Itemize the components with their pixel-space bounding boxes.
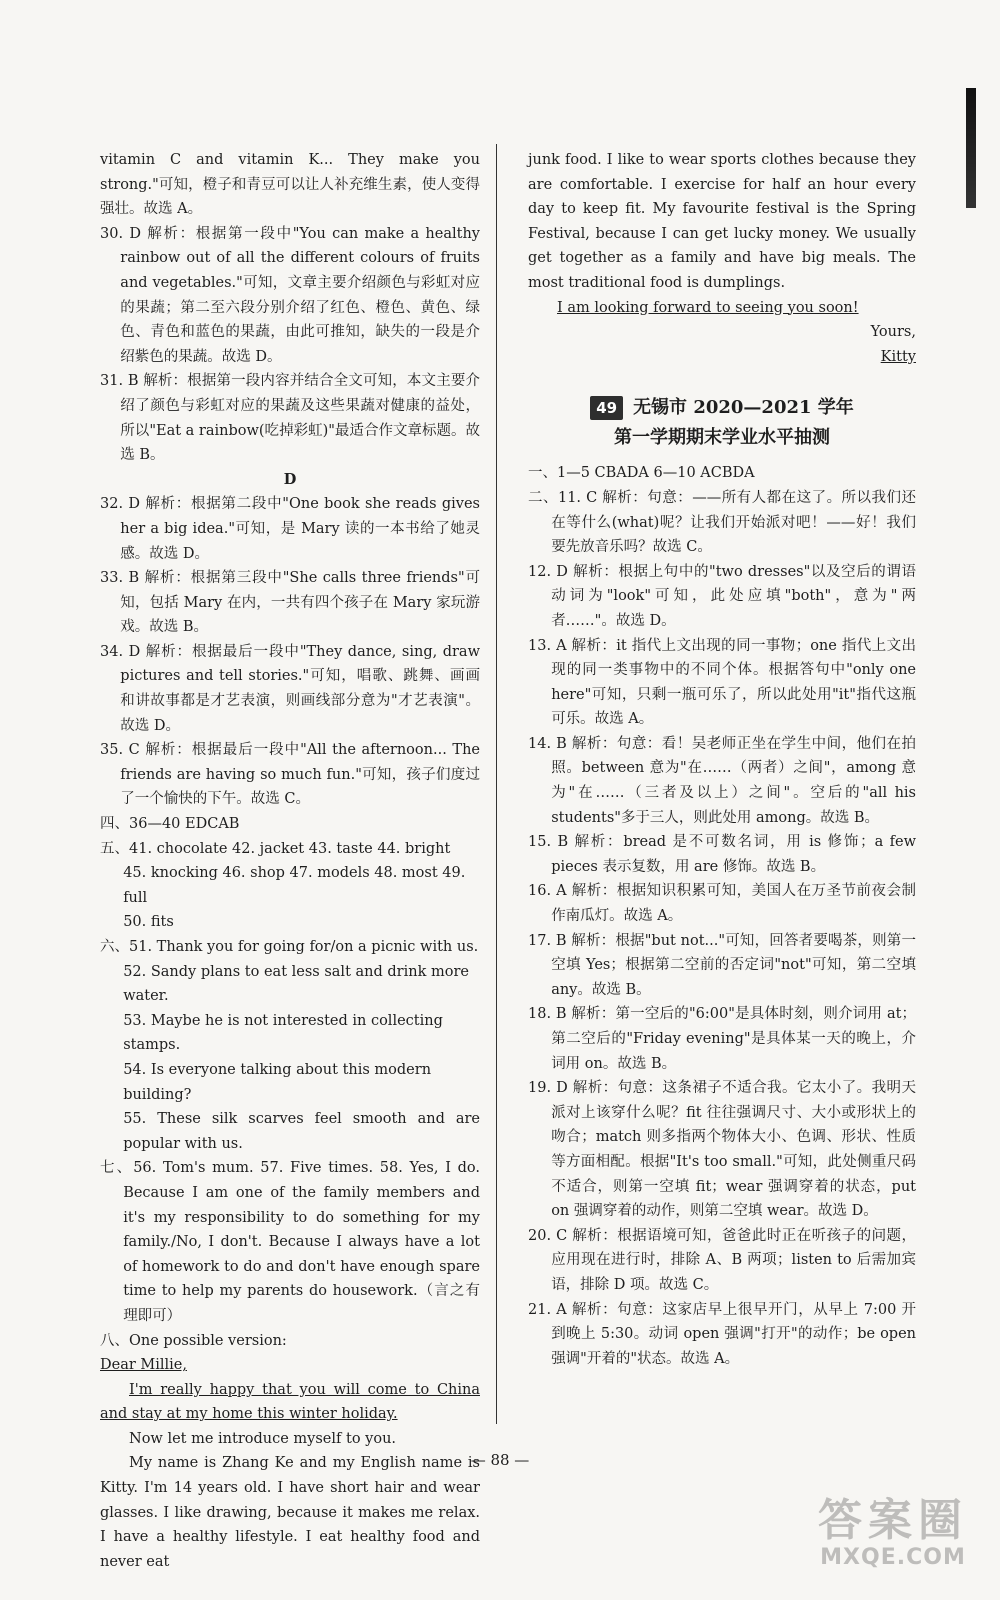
answer-11: 二、11. C 解析：句意：——所有人都在这了。所以我们还在等什么(what)呢？让我们开始派对吧！——好！我们要先放音乐吗？故选 C。 xyxy=(528,489,916,556)
column-divider xyxy=(496,144,497,1424)
section-8-heading: 八、One possible version: xyxy=(100,1332,287,1349)
answer-12: 12. D 解析：根据上句中的"two dresses"以及空后的谓语动词为"look"可知，此处应填"both"，意为"两者……"。故选 D。 xyxy=(528,563,916,629)
answer-55: 55. These silk scarves feel smooth and are popular with us. xyxy=(123,1111,480,1152)
answer-35: 35. C 解析：根据最后一段中"All the afternoon... The friends are having so much fun."可知，孩子们度过了一个愉快的下午。故选 C。 xyxy=(100,742,480,808)
letter-paragraph-1: I'm really happy that you will come to China and stay at my home this winter holiday. xyxy=(100,1381,480,1423)
letter-paragraph-3: My name is Zhang Ke and my English name is Kitty. I'm 14 years old. I have short hair and wear glasses. I like drawing, because it makes me relax. I have a healthy lifestyle. I eat healthy food and never eat xyxy=(100,1455,480,1570)
answer-53: 53. Maybe he is not interested in collecting stamps. xyxy=(123,1012,443,1054)
letter-closing-text: I am looking forward to seeing you soon! xyxy=(557,299,859,316)
answer-18: 18. B 解析：第一空后的"6:00"是具体时刻，则介词用 at；第二空后的"Friday evening"是具体某一天的晚上，介词用 on。故选 B。 xyxy=(528,1006,916,1072)
answer-52: 52. Sandy plans to eat less salt and drink more water. xyxy=(123,963,469,1005)
section-4-answers: 四、36—40 EDCAB xyxy=(100,816,240,833)
exam-title-block xyxy=(528,393,916,453)
answer-14: 14. B 解析：句意：看！吴老师正坐在学生中间，他们在拍照。between 意为"在……（两者）之间"，among 意为"在……（三者及以上）之间"。空后的"all his students"多于三人，则此处用 among。故选 B。 xyxy=(528,735,916,826)
scan-edge-mark xyxy=(966,88,976,208)
section-d-heading: D xyxy=(283,470,297,488)
left-column xyxy=(100,148,480,1574)
answer-33: 33. B 解析：根据第三段中"She calls three friends"可知，包括 Mary 在内，一共有四个孩子在 Mary 家玩游戏。故选 B。 xyxy=(100,570,480,636)
letter-yours: Yours, xyxy=(870,324,916,341)
answer-31: 31. B 解析：根据第一段内容并结合全文可知，本文主要介绍了颜色与彩虹对应的果蔬及这些果蔬对健康的益处，所以"Eat a rainbow(吃掉彩虹)"最适合作文章标题。故选 B。 xyxy=(100,373,480,464)
answer-30: 30. D 解析：根据第一段中"You can make a healthy rainbow out of all the different colours of fruits and vegetables."可知，文章主要介绍颜色与彩虹对应的果蔬；第二至六段分别介绍了红色、橙色、黄色、绿色、青色和蓝色的果蔬，由此可推知，缺失的一段是介绍紫色的果蔬。故选 D。 xyxy=(100,225,480,365)
section-5-answers-c: 50. fits xyxy=(123,914,174,931)
answer-32: 32. D 解析：根据第二段中"One book she reads gives her a big idea."可知，是 Mary 读的一本书给了她灵感。故选 D。 xyxy=(100,496,480,562)
section-7-answers: 七、56. Tom's mum. 57. Five times. 58. Yes, I do. Because I am one of the family members and it's my responsibility to do something for my family./No, I don't. Because I always have a lot of homework to do and don't have enough spare time to help my parents do housework.（言之有理即可） xyxy=(100,1160,480,1324)
answer-16: 16. A 解析：根据知识积累可知，美国人在万圣节前夜会制作南瓜灯。故选 A。 xyxy=(528,883,916,925)
letter-signature xyxy=(528,345,916,370)
exam-title-1: 无锡市 2020—2021 学年 xyxy=(633,397,854,419)
answer-34: 34. D 解析：根据最后一段中"They dance, sing, draw pictures and tell stories."可知，唱歌、跳舞、画画和讲故事都是才艺表演，则画线部分意为"才艺表演"。故选 D。 xyxy=(100,643,480,734)
section-5-answers-b: 45. knocking 46. shop 47. models 48. most 49. full xyxy=(123,865,466,906)
answer-19: 19. D 解析：句意：这条裙子不适合我。它太小了。我明天派对上该穿什么呢？fit 往往强调尺寸、大小或形状上的吻合；match 则多指两个物体大小、色调、形状、性质等方面相配。根据"It's too small."可知，此处侧重尺码不适合，则第一空填 fit；wear 强调穿着的状态，put on 强调穿着的动作，则第二空填 wear。故选 D。 xyxy=(528,1080,916,1220)
answer-20: 20. C 解析：根据语境可知，爸爸此时正在听孩子的问题，应用现在进行时，排除 A、B 两项；listen to 后需加宾语，排除 D 项。故选 C。 xyxy=(528,1227,916,1293)
answer-21: 21. A 解析：句意：这家店早上很早开门，从早上 7:00 开到晚上 5:30。动词 open 强调"打开"的动作；be open 强调"开着的"状态。故选 A。 xyxy=(528,1301,916,1367)
answer-continuation: vitamin C and vitamin K... They make you strong."可知，橙子和青豆可以让人补充维生素，使人变得强壮。故选 A。 xyxy=(100,152,480,218)
answer-13: 13. A 解析：it 指代上文出现的同一事物；one 指代上文出现的同一类事物中的不同个体。根据答句中"only one here"可知，只剩一瓶可乐了，所以此处用"it"指代这瓶可乐。故选 A。 xyxy=(528,637,916,728)
watermark-en: MXQE.COM xyxy=(820,1545,966,1570)
letter-closing xyxy=(528,296,916,321)
answer-54: 54. Is everyone talking about this modern building? xyxy=(123,1061,432,1103)
answer-17: 17. B 解析：根据"but not..."可知，回答者要喝茶，则第一空填 Yes；根据第二空前的否定词"not"可知，第二空填 any。故选 B。 xyxy=(528,932,916,998)
watermark-cn: 答案圈 xyxy=(818,1495,968,1546)
answer-51: 六、51. Thank you for going for/on a picnic with us. xyxy=(100,939,479,955)
exam-title-line-1 xyxy=(528,393,916,423)
exam-title-2: 第一学期期末学业水平抽测 xyxy=(614,427,830,449)
letter-paragraph-2: Now let me introduce myself to you. xyxy=(129,1430,397,1447)
site-watermark xyxy=(818,1496,968,1570)
exam-number-badge: 49 xyxy=(590,396,623,420)
letter-greeting xyxy=(100,1353,480,1378)
letter-greeting-text: Dear Millie, xyxy=(100,1357,187,1374)
section-5-answers-a: 五、41. chocolate 42. jacket 43. taste 44. bright xyxy=(100,840,451,857)
answer-15: 15. B 解析：bread 是不可数名词，用 is 修饰；a few pieces 表示复数，用 are 修饰。故选 B。 xyxy=(528,834,916,875)
letter-signature-text: Kitty xyxy=(880,348,916,365)
section-1-answers: 一、1—5 CBADA 6—10 ACBDA xyxy=(528,465,755,482)
letter-continuation: junk food. I like to wear sports clothes because they are comfortable. I exercise for half an hour every day to keep fit. My favourite festival is the Spring Festival, because I can get lucky money. We usually get together as a family and have big meals. The most traditional food is dumplings. xyxy=(528,152,916,291)
page-number: — 88 — xyxy=(470,1451,530,1469)
right-column xyxy=(528,148,916,1371)
